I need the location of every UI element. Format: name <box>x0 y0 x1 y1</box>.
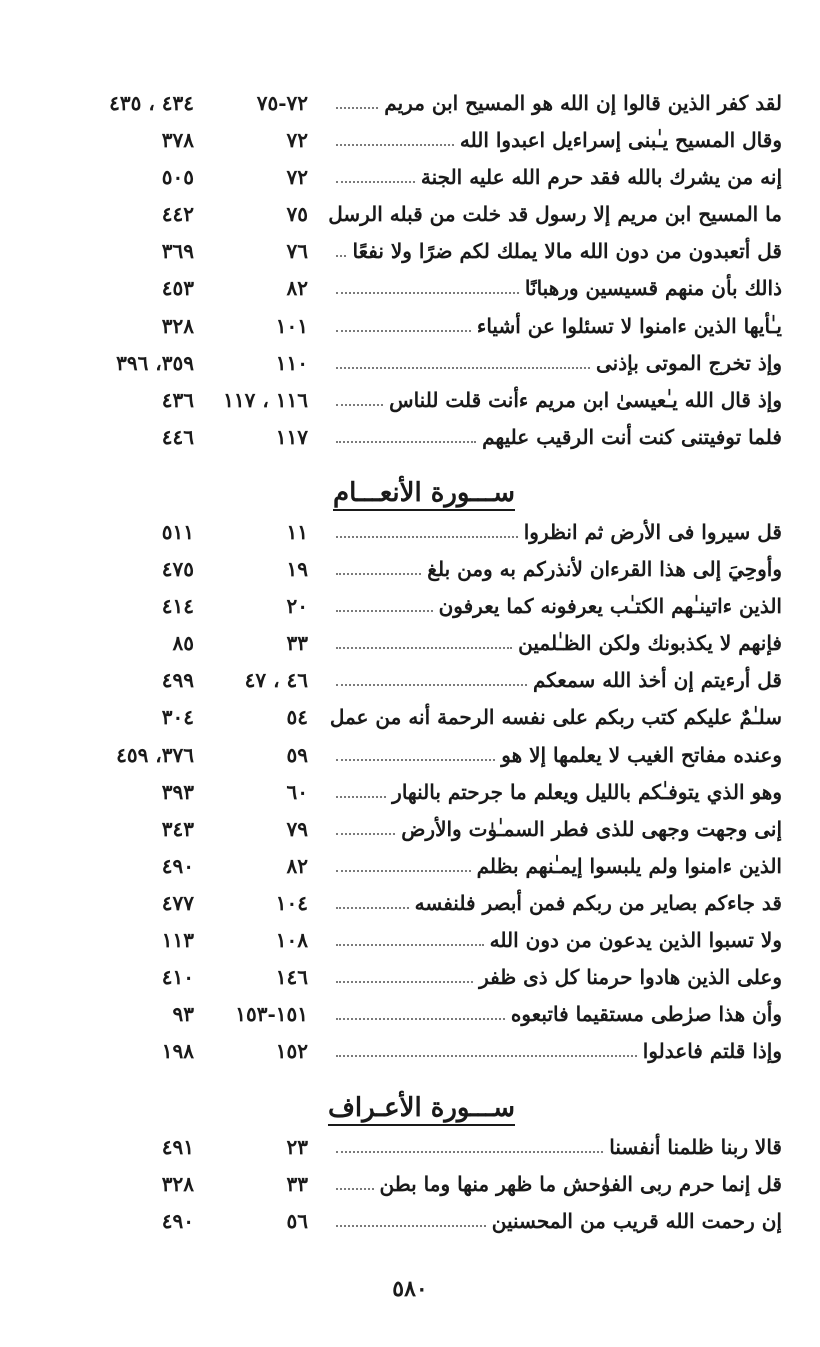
ayah-number: ٧٥ <box>286 202 308 227</box>
index-section <box>0 87 820 458</box>
verse-text: وأوحِيَ إلى هذا القرءان لأنذركم به ومن بلغ <box>427 557 782 582</box>
verse-cell <box>332 594 782 618</box>
index-row <box>0 627 820 664</box>
dot-leader <box>336 367 590 369</box>
verse-cell <box>332 388 782 412</box>
index-row <box>0 701 820 738</box>
page-references: ٣٧٨ <box>161 128 194 153</box>
page-number: ٥٨٠ <box>392 1276 428 1302</box>
page-references: ٤٣٤ ، ٤٣٥ <box>109 91 194 115</box>
ayah-number: ٧٢ <box>286 165 308 190</box>
page-references: ٣٢٨ <box>161 1172 194 1197</box>
verse-cell <box>329 705 782 730</box>
page-references: ٤٧٧ <box>161 890 194 915</box>
verse-cell <box>332 165 782 189</box>
index-row <box>0 813 820 850</box>
verse-cell <box>332 1002 782 1026</box>
page-references: ٤١٠ <box>161 965 194 990</box>
verse-text: إنه من يشرك بالله فقد حرم الله عليه الجنة <box>420 165 782 190</box>
page-references: ٤٤٢ <box>161 202 194 227</box>
index-row <box>0 1131 820 1168</box>
index-row <box>0 421 820 458</box>
index-row <box>0 1035 820 1072</box>
verse-cell <box>328 202 782 227</box>
verse-text: وأن هذا صرٰطى مستقيما فاتبعوه <box>510 1002 782 1027</box>
index-row <box>0 924 820 961</box>
page-references: ١٩٨ <box>161 1039 194 1064</box>
page-references: ٣٢٨ <box>161 313 194 338</box>
verse-cell <box>332 91 782 115</box>
verse-cell <box>332 557 782 581</box>
index-section <box>0 516 820 1072</box>
ayah-number: ١١٠ <box>275 350 308 375</box>
ayah-number: ٣٣ <box>286 1172 308 1197</box>
verse-text: قل سيروا فى الأرض ثم انظروا <box>523 520 782 544</box>
verse-cell <box>332 1209 782 1233</box>
verse-cell <box>332 743 782 767</box>
verse-text: الذين ءامنوا ولم يلبسوا إيمـٰنهم بظلم <box>476 853 782 878</box>
ayah-number: ١٥١-١٥٣ <box>235 1002 308 1027</box>
verse-cell <box>332 891 782 915</box>
dot-leader <box>336 573 421 575</box>
ayah-number: ٧٢-٧٥ <box>256 91 308 115</box>
index-row <box>0 124 820 161</box>
page-references: ٣٩٣ <box>161 779 194 804</box>
ayah-number: ٧٢ <box>286 128 308 153</box>
page-references: ٣٦٩ <box>161 239 194 264</box>
verse-text: قل أتعبدون من دون الله مالا يملك لكم ضرًا ولا نفعًا <box>352 239 782 264</box>
dot-leader <box>336 1018 505 1020</box>
ayah-number: ١٠٤ <box>275 890 308 915</box>
verse-text: وهو الذي يتوفـٰكم بالليل ويعلم ما جرحتم بالنهار <box>392 779 782 804</box>
index-row <box>0 198 820 235</box>
index-row <box>0 384 820 421</box>
ayah-number: ٢٠ <box>286 594 308 619</box>
ayah-number: ١٥٢ <box>275 1039 308 1064</box>
verse-text: وإذا قلتم فاعدلوا <box>642 1039 782 1064</box>
dot-leader <box>336 536 518 538</box>
dot-leader <box>336 870 471 872</box>
index-row <box>0 235 820 272</box>
verse-cell <box>332 780 782 804</box>
ayah-number: ١١٦ ، ١١٧ <box>223 387 308 412</box>
verse-text: وعلى الذين هادوا حرمنا كل ذى ظفر <box>479 965 782 990</box>
verse-text: الذين ءاتينـٰهم الكتـٰب يعرفونه كما يعرفون <box>438 594 782 619</box>
index-row <box>0 1205 820 1242</box>
index-section <box>0 1131 820 1242</box>
page-references: ٤٩٠ <box>161 1209 194 1234</box>
page-references: ٣٥٩، ٣٩٦ <box>116 350 194 375</box>
dot-leader <box>336 907 409 909</box>
verse-text: ذالك بأن منهم قسيسين ورهبانًا <box>524 276 782 301</box>
verse-cell <box>332 1172 782 1196</box>
index-row <box>0 739 820 776</box>
index-row <box>0 590 820 627</box>
page-references: ٣٤٣ <box>161 816 194 841</box>
verse-text: قل أرءيتم إن أخذ الله سمعكم <box>532 668 782 693</box>
verse-text: ما المسيح ابن مريم إلا رسول قد خلت من قبله الرسل <box>328 202 782 227</box>
verse-cell <box>332 668 782 692</box>
verse-cell <box>332 314 782 338</box>
page-references: ٤١٤ <box>161 594 194 619</box>
index-row <box>0 272 820 309</box>
surah-heading: ســـورة الأعـراف <box>327 1093 515 1123</box>
index-row <box>0 347 820 384</box>
verse-cell <box>332 817 782 841</box>
page-references: ٤٤٦ <box>161 424 194 449</box>
verse-text: لقد كفر الذين قالوا إن الله هو المسيح ابن مريم <box>384 91 782 115</box>
verse-text: وقال المسيح يـٰبنى إسراءيل اعبدوا الله <box>459 128 782 153</box>
ayah-number: ٨٢ <box>286 276 308 301</box>
dot-leader <box>336 610 433 612</box>
verse-text: إنى وجهت وجهى للذى فطر السمـٰوٰت والأرض <box>401 816 782 841</box>
ayah-number: ٣٣ <box>286 631 308 656</box>
verse-text: سلـٰمٌ عليكم كتب ربكم على نفسه الرحمة أنه من عمل <box>329 705 782 730</box>
ayah-number: ٧٦ <box>286 239 308 264</box>
page-references: ٩٣ <box>172 1002 194 1027</box>
page-references: ١١٣ <box>161 928 194 953</box>
verse-text: إن رحمت الله قريب من المحسنين <box>491 1209 782 1234</box>
verse-cell <box>332 425 782 449</box>
page-references: ٤٣٦ <box>161 387 194 412</box>
page-references: ٤٩١ <box>161 1135 194 1159</box>
ayah-number: ١٠١ <box>275 313 308 338</box>
dot-leader <box>336 1055 637 1057</box>
dot-leader <box>336 1188 374 1190</box>
dot-leader <box>336 944 484 946</box>
dot-leader <box>336 647 512 649</box>
page-references: ٤٥٣ <box>161 276 194 301</box>
ayah-number: ١١٧ <box>275 424 308 449</box>
verse-cell <box>332 965 782 989</box>
ayah-number: ١٤٦ <box>275 965 308 990</box>
verse-text: فإنهم لا يكذبونك ولكن الظـٰلمين <box>518 631 782 656</box>
page-references: ٣٠٤ <box>161 705 194 730</box>
dot-leader <box>336 181 415 183</box>
ayah-number: ٥٩ <box>286 742 308 767</box>
ayah-number: ٢٣ <box>286 1135 308 1159</box>
ayah-number: ٤٦ ، ٤٧ <box>244 668 308 693</box>
verse-cell <box>332 631 782 655</box>
page-references: ٥٠٥ <box>161 165 194 190</box>
ayah-number: ٨٢ <box>286 853 308 878</box>
ayah-number: ٥٤ <box>286 705 308 730</box>
verse-cell <box>332 239 782 263</box>
verse-cell <box>332 128 782 152</box>
index-row <box>0 310 820 347</box>
dot-leader <box>336 292 519 294</box>
dot-leader <box>336 981 473 983</box>
verse-cell <box>332 1039 782 1063</box>
verse-text: فلما توفيتنى كنت أنت الرقيب عليهم <box>482 424 782 449</box>
dot-leader <box>336 107 378 109</box>
dot-leader <box>336 404 383 406</box>
ayah-number: ١٠٨ <box>275 928 308 953</box>
page-references: ٣٧٦، ٤٥٩ <box>116 742 194 767</box>
verse-cell <box>332 276 782 300</box>
index-row <box>0 887 820 924</box>
dot-leader <box>336 330 471 332</box>
ayah-number: ٧٩ <box>286 816 308 841</box>
dot-leader <box>336 441 476 443</box>
dot-leader <box>336 255 346 257</box>
index-row <box>0 776 820 813</box>
verse-text: وإذ قال الله يـٰعيسىٰ ابن مريم ءأنت قلت للناس <box>389 387 782 412</box>
ayah-number: ١١ <box>286 520 308 544</box>
dot-leader <box>336 759 495 761</box>
dot-leader <box>336 1151 603 1153</box>
verse-cell <box>332 928 782 952</box>
dot-leader <box>336 684 527 686</box>
index-row <box>0 1168 820 1205</box>
page-references: ٨٥ <box>172 631 194 656</box>
dot-leader <box>336 796 386 798</box>
index-row <box>0 516 820 553</box>
verse-text: وعنده مفاتح الغيب لا يعلمها إلا هو <box>501 742 782 767</box>
verse-cell <box>332 1135 782 1159</box>
verse-cell <box>332 854 782 878</box>
ayah-number: ١٩ <box>286 557 308 582</box>
index-row <box>0 664 820 701</box>
surah-heading: ســـورة الأنعـــام <box>333 478 515 508</box>
index-row <box>0 87 820 124</box>
index-row <box>0 161 820 198</box>
verse-text: قالا ربنا ظلمنا أنفسنا <box>609 1135 782 1159</box>
index-row <box>0 850 820 887</box>
index-row <box>0 961 820 998</box>
verse-text: وإذ تخرج الموتى بإذنى <box>595 350 782 375</box>
verse-text: قل إنما حرم ربى الفوٰحش ما ظهر منها وما بطن <box>379 1172 782 1197</box>
ayah-number: ٥٦ <box>286 1209 308 1234</box>
page-references: ٤٧٥ <box>161 557 194 582</box>
index-row <box>0 998 820 1035</box>
verse-cell <box>332 520 782 544</box>
verse-cell <box>332 351 782 375</box>
dot-leader <box>336 1225 486 1227</box>
page-references: ٤٩٩ <box>161 668 194 693</box>
dot-leader <box>336 144 454 146</box>
dot-leader <box>336 833 395 835</box>
ayah-number: ٦٠ <box>286 779 308 804</box>
verse-text: يـٰأيها الذين ءامنوا لا تسئلوا عن أشياء <box>476 313 782 338</box>
page-references: ٥١١ <box>161 520 194 544</box>
index-row <box>0 553 820 590</box>
page-references: ٤٩٠ <box>161 853 194 878</box>
verse-text: ولا تسبوا الذين يدعون من دون الله <box>489 928 782 953</box>
verse-text: قد جاءكم بصاير من ربكم فمن أبصر فلنفسه <box>414 890 782 915</box>
